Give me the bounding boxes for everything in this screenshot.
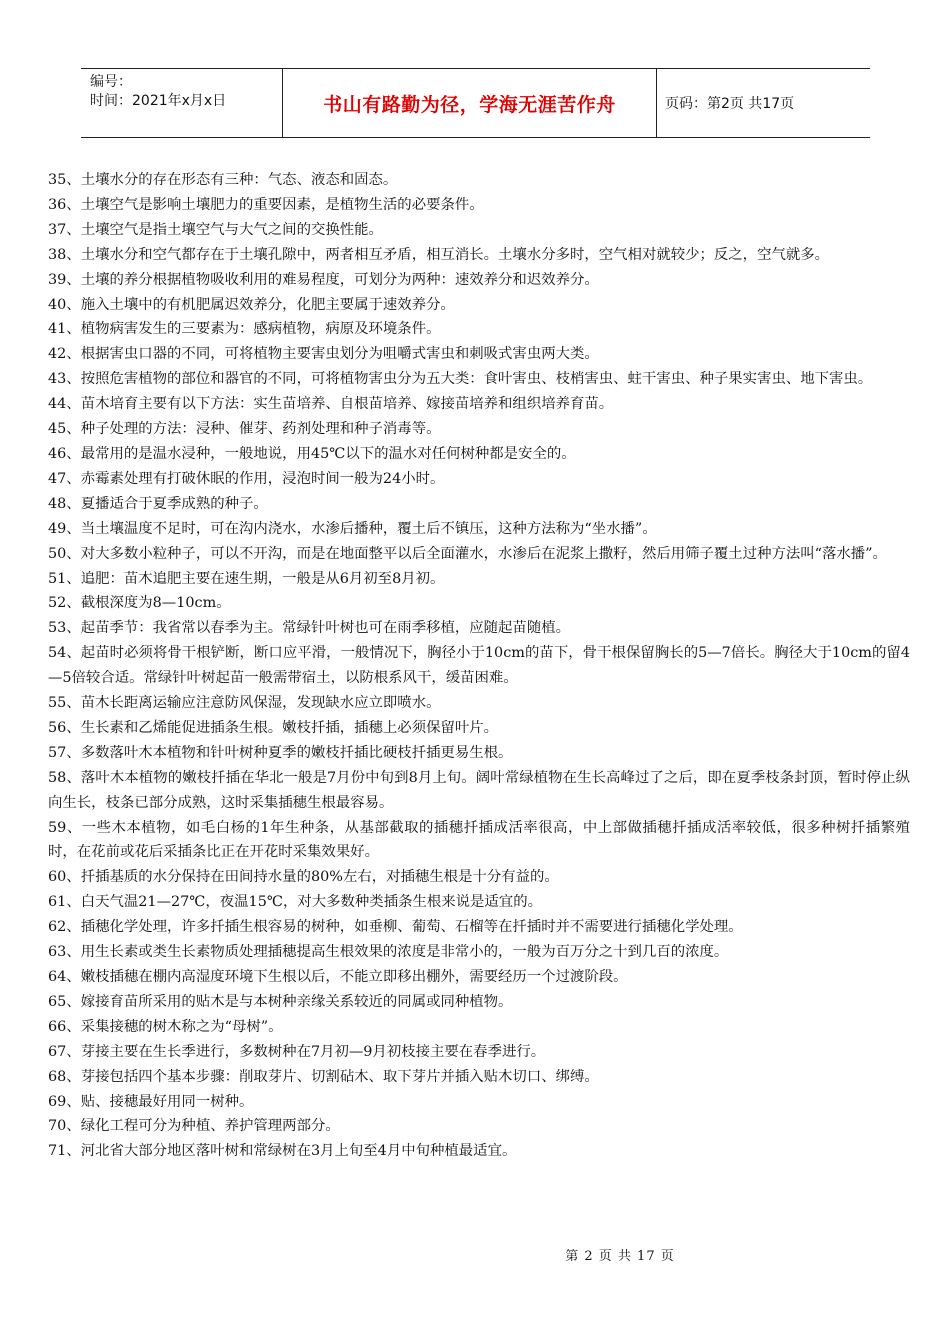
list-item: 64、嫩枝插穗在棚内高湿度环境下生根以后，不能立即移出棚外，需要经历一个过渡阶段。 [48,969,628,985]
list-item: 52、截根深度为8—10cm。 [48,595,231,612]
list-item: 70、绿化工程可分为种植、养护管理两部分。 [48,1118,340,1135]
list-item: 36、土壤空气是影响土壤肥力的重要因素，是植物生活的必要条件。 [48,196,484,213]
list-item: 53、起苗季节：我省常以春季为主。常绿针叶树也可在雨季移植，应随起苗随植。 [48,620,570,637]
header-meta [81,69,283,137]
list-item: 57、多数落叶木本植物和针叶树种夏季的嫩枝扦插比硬枝扦插更易生根。 [48,744,513,761]
list-item: 59、一些木本植物，如毛白杨的1年生种条，从基部截取的插穗扦插成活率很高，中上部做插穗扦插成活率较低，很多种树扦插繁殖时，在花前或花后采插条比正在开花时采集效果好。 [48,819,910,861]
list-item: 46、最常用的是温水浸种，一般地说，用45℃以下的温水对任何树种都是安全的。 [48,445,576,462]
list-item: 45、种子处理的方法：浸种、催芽、药剂处理和种子消毒等。 [48,421,441,438]
list-item: 50、对大多数小粒种子，可以不开沟，而是在地面整平以后全面灌水，水渗后在泥浆上撒籽，然后用筛子覆土过种方法叫“落水播”。 [48,545,887,562]
list-item: 62、插穗化学处理，许多扦插生根容易的树种，如垂柳、葡萄、石榴等在扦插时并不需要进行插穗化学处理。 [48,919,743,936]
list-item: 66、采集接穗的树木称之为“母树”。 [48,1018,283,1035]
time-label: 时间：2021年x月x日 [90,93,227,109]
list-item: 61、白天气温21—27℃，夜温15℃，对大多数种类插条生根来说是适宜的。 [48,894,542,911]
list-item: 37、土壤空气是指土壤空气与大气之间的交换性能。 [48,221,383,238]
list-item: 43、按照危害植物的部位和器官的不同，可将植物害虫分为五大类：食叶害虫、枝梢害虫、蛀干害虫、种子果实害虫、地下害虫。 [48,371,873,388]
list-item: 49、当土壤温度不足时，可在沟内浇水，水渗后播种，覆土后不镇压，这种方法称为“坐水播”。 [48,520,657,537]
header-page-info: 页码：第2页 共17页 [665,96,795,112]
list-item: 71、河北省大部分地区落叶树和常绿树在3月上旬至4月中旬种植最适宜。 [48,1143,517,1160]
list-item: 47、赤霉素处理有打破休眠的作用，浸泡时间一般为24小时。 [48,470,445,487]
list-item: 68、芽接包括四个基本步骤：削取芽片、切割砧木、取下芽片并插入贴木切口、绑缚。 [48,1068,599,1085]
list-item: 55、苗木长距离运输应注意防风保湿，发现缺水应立即喷水。 [48,695,441,712]
header-motto: 书山有路勤为径，学海无涯苦作舟 [283,69,657,137]
list-item: 60、扦插基质的水分保持在田间持水量的80%左右，对插穗生根是十分有益的。 [48,869,559,886]
list-item: 67、芽接主要在生长季进行，多数树种在7月初—9月初枝接主要在春季进行。 [48,1043,546,1060]
list-item: 42、根据害虫口器的不同，可将植物主要害虫划分为咀嚼式害虫和刺吸式害虫两大类。 [48,346,599,363]
list-item: 41、植物病害发生的三要素为：感病植物，病原及环境条件。 [48,321,441,338]
list-item: 48、夏播适合于夏季成熟的种子。 [48,495,268,512]
list-item: 69、贴、接穗最好用同一树种。 [48,1093,254,1110]
list-item: 51、追肥：苗木追肥主要在速生期，一般是从6月初至8月初。 [48,570,445,587]
document-body [48,168,910,1164]
list-item: 35、土壤水分的存在形态有三种：气态、液态和固态。 [48,172,398,188]
page-footer: 第 2 页 共 17 页 [565,1249,675,1264]
list-item: 65、嫁接育苗所采用的贴木是与本树种亲缘关系较近的同属或同种植物。 [48,993,513,1010]
header-table [81,68,870,138]
list-item: 54、起苗时必须将骨干根铲断，断口应平滑，一般情况下，胸径小于10cm的苗下，骨干根保留胸长的5—7倍长。胸径大于10cm的留4—5倍较合适。常绿针叶树起苗一般需带宿土，以防根系风干，缓苗困难。 [48,645,910,687]
list-item: 38、土壤水分和空气都存在于土壤孔隙中，两者相互矛盾，相互消长。土壤水分多时，空气相对就较少；反之，空气就多。 [48,246,830,263]
list-item: 63、用生长素或类生长素物质处理插穗提高生根效果的浓度是非常小的，一般为百万分之十到几百的浓度。 [48,944,729,961]
number-label: 编号： [90,74,132,90]
list-item: 44、苗木培育主要有以下方法：实生苗培养、自根苗培养、嫁接苗培养和组织培养育苗。 [48,396,614,413]
list-item: 39、土壤的养分根据植物吸收利用的难易程度，可划分为两种：速效养分和迟效养分。 [48,271,599,288]
list-item: 40、施入土壤中的有机肥属迟效养分，化肥主要属于速效养分。 [48,296,455,313]
list-item: 56、生长素和乙烯能促进插条生根。嫩枝扦插，插穗上必须保留叶片。 [48,719,499,736]
list-item: 58、落叶木本植物的嫩枝扦插在华北一般是7月份中旬到8月上旬。阔叶常绿植物在生长高峰过了之后，即在夏季枝条封顶，暂时停止纵向生长，枝条已部分成熟，这时采集插穗生根最容易。 [48,769,910,811]
